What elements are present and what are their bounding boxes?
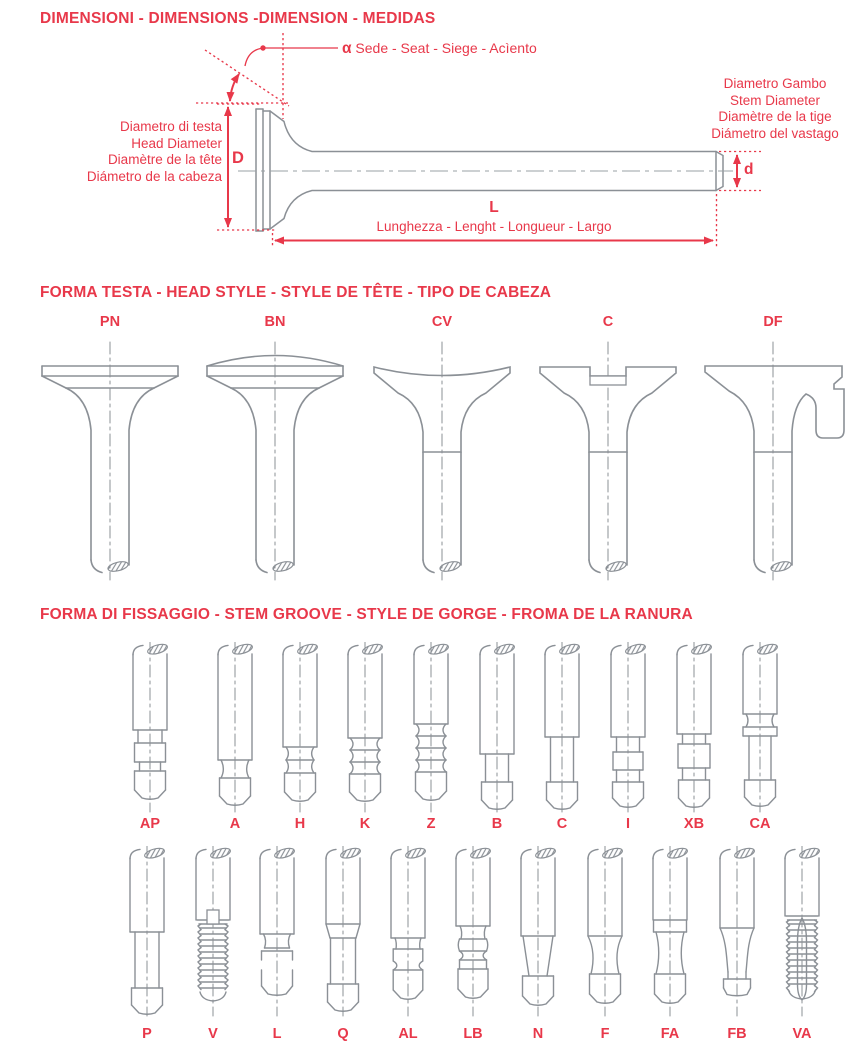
stem-diameter-symbol: d [744,161,754,178]
stem-figure-P [125,846,169,1018]
stem-figure-FB-label: FB [727,1026,747,1042]
head-figure-C-label: C [602,314,614,330]
stem-drawing [540,642,584,814]
head-figure-C [533,336,683,586]
stem-figure-C [540,642,584,814]
stem-drawing [128,642,172,814]
stem-figure-AL [386,846,430,1018]
stem-figure-LB-label: LB [463,1026,483,1042]
stem-drawing [475,642,519,814]
head-figure-CV-label: CV [431,314,453,330]
stem-diameter-line: Diamètre de la tige [718,109,832,124]
stem-figure-H [278,642,322,814]
stem-figure-V [191,846,235,1018]
stem-figure-LB [451,846,495,1018]
stem-drawing [738,642,782,814]
stem-drawing [278,642,322,814]
dimensions-title: DIMENSIONI - DIMENSIONS -DIMENSION - MEDIDAS [40,10,436,27]
stem-diameter-line: Diametro Gambo [723,76,827,91]
valve-head-drawing [533,336,683,586]
stem-figure-VA-label: VA [792,1026,812,1042]
seat-label: Sede - Seat - Siege - Acìento [355,40,537,56]
head-figure-BN-label: BN [264,314,286,330]
stem-drawing [321,846,365,1018]
head-figure-PN-label: PN [99,314,121,330]
head-figure-DF [698,336,848,586]
head-diameter-line: Diámetro de la cabeza [86,168,222,184]
stem-drawing [409,642,453,814]
head-figure-PN [35,336,185,586]
stem-drawing [516,846,560,1018]
stem-figure-F [583,846,627,1018]
stem-drawing [191,846,235,1018]
head-figure-BN [200,336,350,586]
stem-figure-AP-label: AP [139,816,161,832]
stem-figure-I [606,642,650,814]
head-diameter-line: Head Diameter [131,135,222,151]
stem-figure-V-label: V [208,1026,218,1042]
length-symbol: L [489,199,499,216]
dimension-lines [196,33,761,247]
stem-drawing [386,846,430,1018]
stem-figure-VA [780,846,824,1018]
stem-figure-XB [672,642,716,814]
stem-figure-N-label: N [532,1026,544,1042]
stem-figure-B-label: B [491,816,503,832]
stem-figure-B [475,642,519,814]
stem-drawing [125,846,169,1018]
stem-figure-P-label: P [142,1026,152,1042]
stem-drawing [451,846,495,1018]
head-diameter-line: Diametro di testa [119,119,222,134]
stem-drawing [213,642,257,814]
stem-drawing [255,846,299,1018]
stem-figure-FB [715,846,759,1018]
stem-figure-Q-label: Q [337,1026,349,1042]
stem-figure-L [255,846,299,1018]
stem-figure-A-label: A [229,816,241,832]
valve-head-drawing [200,336,350,586]
length-label: Lunghezza - Lenght - Longueur - Largo [376,219,612,234]
stem-figure-Z [409,642,453,814]
stem-figure-AP [128,642,172,814]
stem-groove-title: FORMA DI FISSAGGIO - STEM GROOVE - STYLE DE GORGE - FROMA DE LA RANURA [40,606,693,623]
stem-figure-CA [738,642,782,814]
stem-diameter-line: Diámetro del vastago [711,125,839,141]
stem-figure-FA [648,846,692,1018]
stem-figure-K-label: K [359,816,371,832]
stem-diameter-label [695,76,855,142]
stem-figure-AL-label: AL [398,1026,418,1042]
head-diameter-line: Diamètre de la tête [107,152,222,167]
stem-figure-L-label: L [272,1026,282,1042]
valve-head-drawing [698,336,848,586]
stem-figure-N [516,846,560,1018]
stem-figure-K [343,642,387,814]
stem-drawing [583,846,627,1018]
stem-drawing [672,642,716,814]
stem-figure-Z-label: Z [426,816,436,832]
seat-angle-label [342,40,537,58]
stem-diameter-line: Stem Diameter [729,92,821,108]
head-figure-CV [367,336,517,586]
alpha-symbol: α [342,40,352,57]
stem-figure-I-label: I [625,816,631,832]
stem-drawing [343,642,387,814]
head-diameter-label [87,119,222,185]
stem-drawing [606,642,650,814]
valve-head-drawing [367,336,517,586]
stem-figure-F-label: F [600,1026,610,1042]
stem-figure-XB-label: XB [683,816,705,832]
head-figure-DF-label: DF [763,314,783,330]
stem-figure-H-label: H [294,816,306,832]
stem-drawing [648,846,692,1018]
stem-figure-Q [321,846,365,1018]
stem-drawing [780,846,824,1018]
stem-figure-FA-label: FA [660,1026,680,1042]
stem-drawing [715,846,759,1018]
valve-head-drawing [35,336,185,586]
stem-figure-A [213,642,257,814]
stem-figure-CA-label: CA [749,816,771,832]
head-diameter-symbol: D [232,149,244,167]
stem-figure-C-label: C [556,816,568,832]
head-style-title: FORMA TESTA - HEAD STYLE - STYLE DE TÊTE - TIPO DE CABEZA [40,284,552,301]
